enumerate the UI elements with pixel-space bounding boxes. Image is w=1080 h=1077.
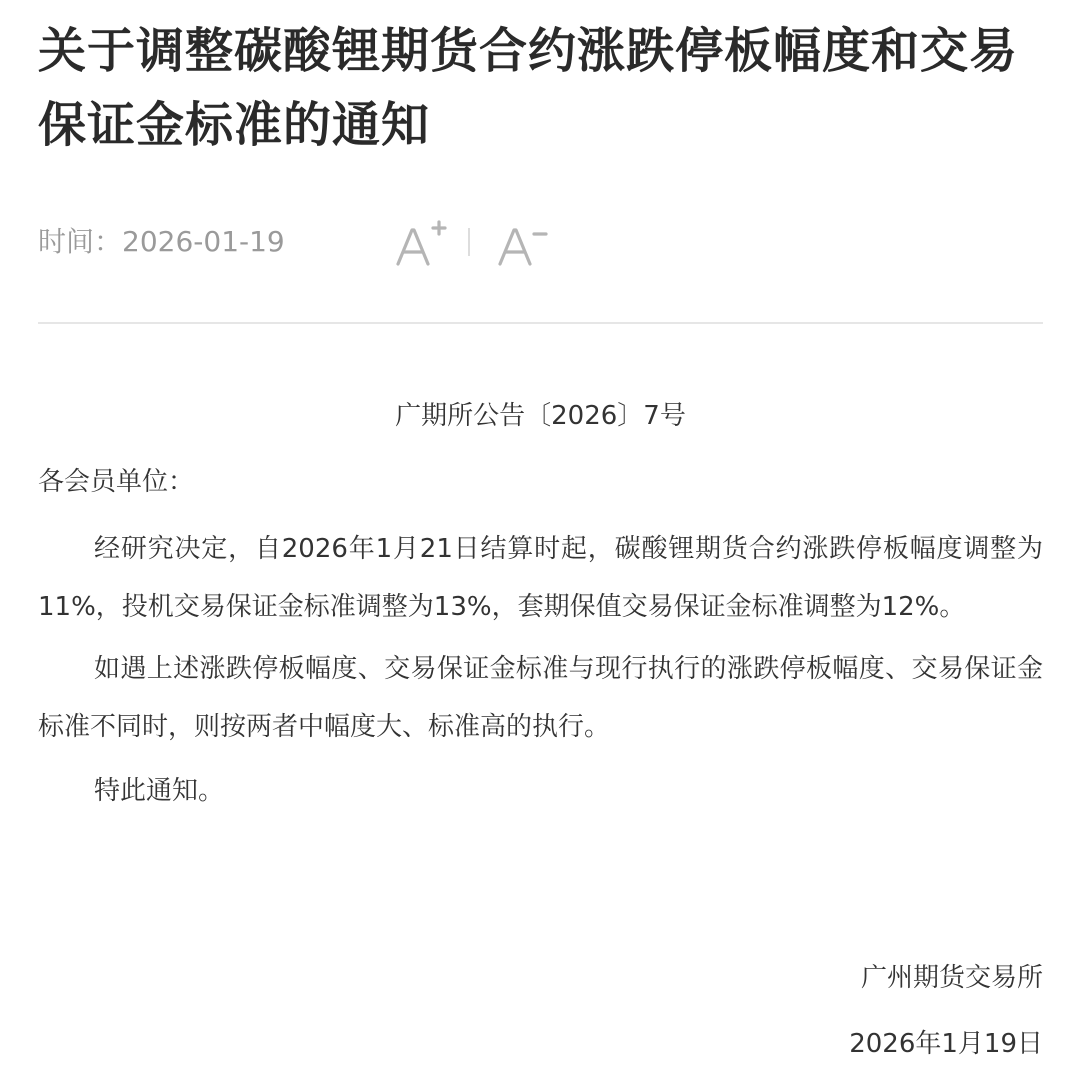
signature-organization: 广州期货交易所	[860, 963, 1043, 993]
font-size-decrease-icon	[496, 218, 552, 270]
font-size-increase-icon	[394, 218, 450, 270]
article-title: 关于调整碳酸锂期货合约涨跌停板幅度和交易保证金标准的通知	[38, 23, 1019, 153]
document-number: 广期所公告〔2026〕7号	[395, 401, 686, 431]
article-meta	[38, 218, 1043, 270]
time-label: 时间：	[38, 225, 123, 258]
font-increase-button[interactable]	[394, 218, 450, 270]
salutation: 各会员单位：	[38, 467, 195, 497]
header-divider	[38, 322, 1043, 324]
body-paragraph-2: 如遇上述涨跌停板幅度、交易保证金标准与现行执行的涨跌停板幅度、交易保证金标准不同时，则按两者中幅度大、标准高的执行。	[38, 654, 1043, 742]
font-decrease-button[interactable]	[496, 218, 552, 270]
signature-date: 2026年1月19日	[849, 1029, 1043, 1059]
body-paragraph-1: 经研究决定，自2026年1月21日结算时起，碳酸锂期货合约涨跌停板幅度调整为11%，投机交易保证金标准调整为13%，套期保值交易保证金标准调整为12%。	[38, 534, 1043, 622]
body-paragraph-closing: 特此通知。	[94, 776, 225, 806]
font-buttons-separator	[468, 228, 470, 256]
publish-time	[38, 222, 285, 262]
publish-date: 2026-01-19	[122, 225, 285, 258]
article-page	[38, 0, 1043, 1077]
